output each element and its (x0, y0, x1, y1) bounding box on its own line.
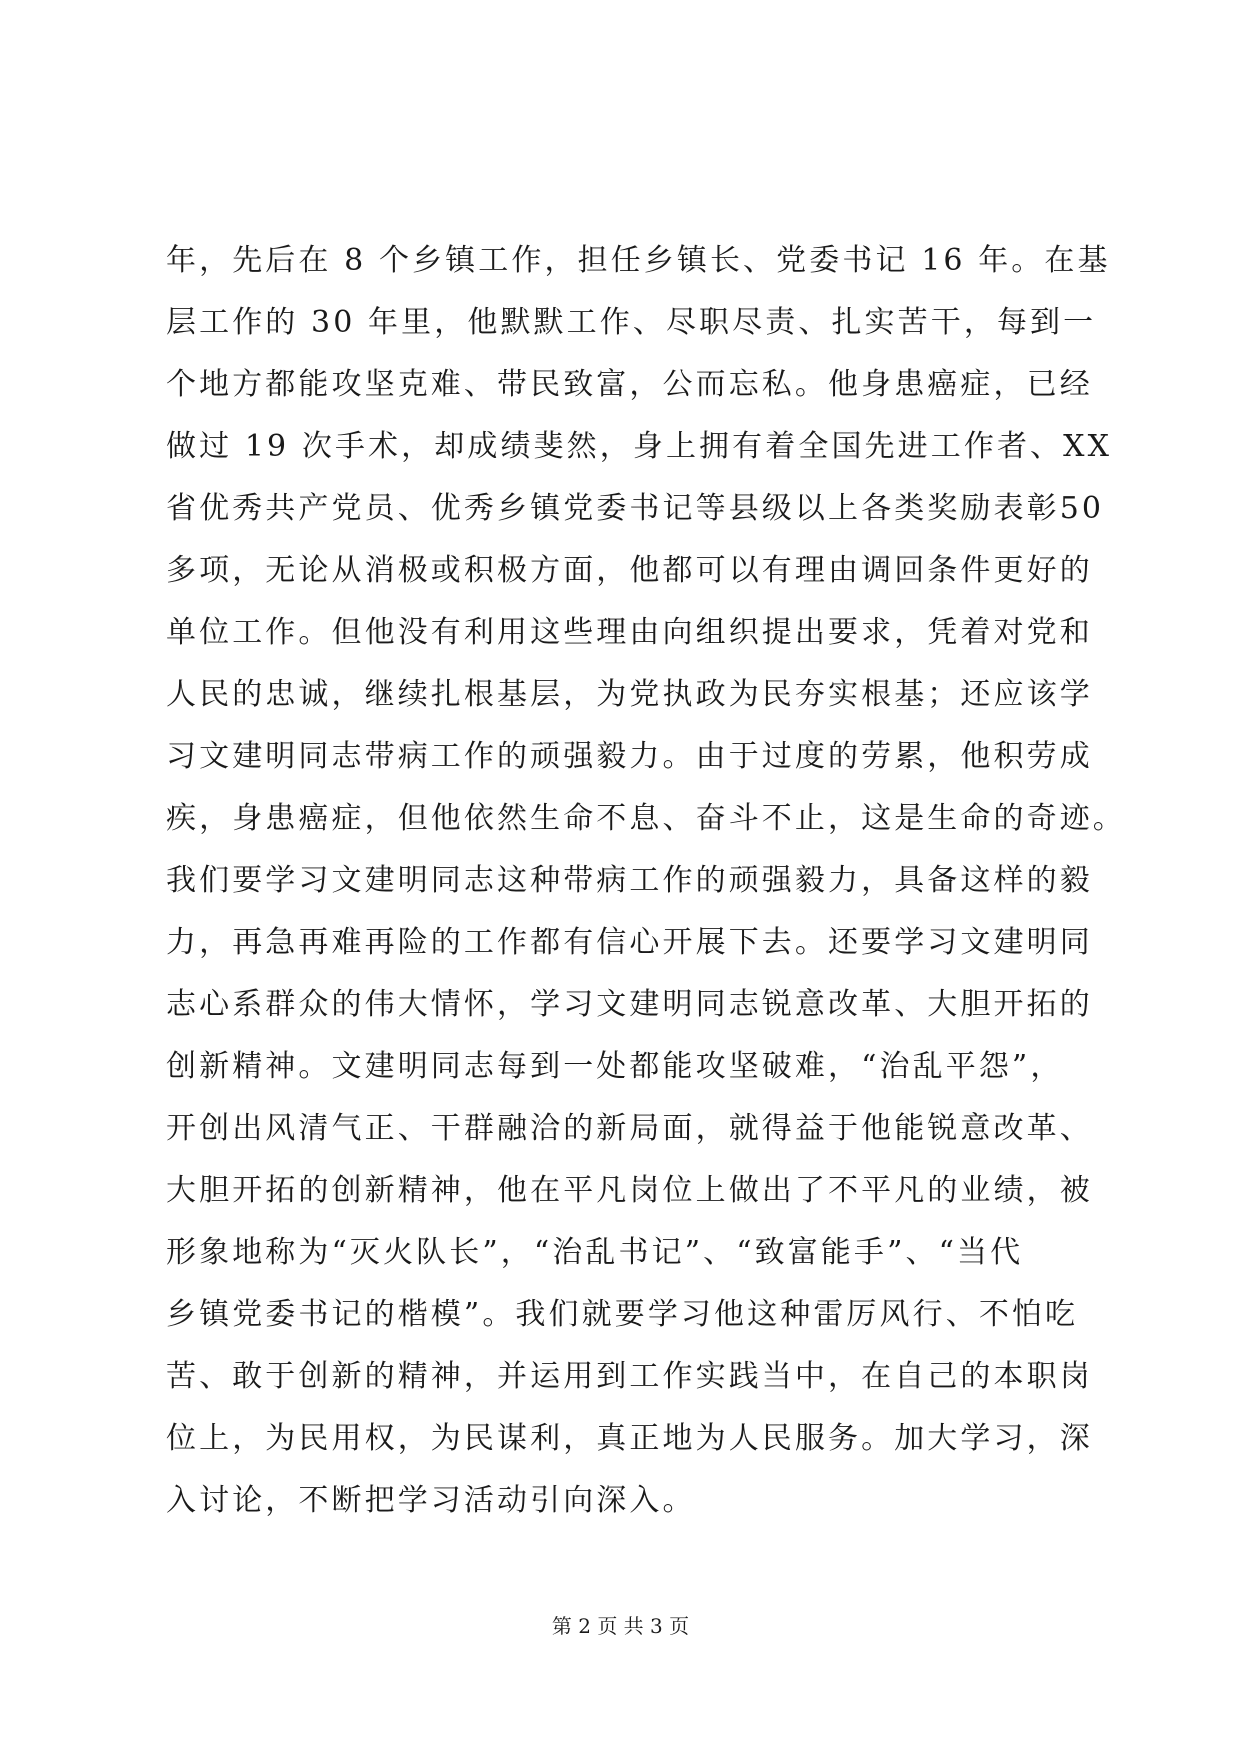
body-paragraph (166, 230, 1126, 1532)
text-line: 疾，身患癌症，但他依然生命不息、奋斗不止，这是生命的奇迹。 (166, 801, 1126, 836)
text-line: 位上，为民用权，为民谋利，真正地为人民服务。加大学习，深 (166, 1421, 1093, 1456)
text-line: 多项，无论从消极或积极方面，他都可以有理由调回条件更好的 (166, 553, 1093, 588)
text-line: 省优秀共产党员、优秀乡镇党委书记等县级以上各类奖励表彰50 (166, 491, 1105, 526)
text-line: 习文建明同志带病工作的顽强毅力。由于过度的劳累，他积劳成 (166, 739, 1093, 774)
text-line: 单位工作。但他没有利用这些理由向组织提出要求，凭着对党和 (166, 615, 1093, 650)
text-line: 志心系群众的伟大情怀，学习文建明同志锐意改革、大胆开拓的 (166, 987, 1093, 1022)
text-line: 层工作的 30 年里，他默默工作、尽职尽责、扎实苦干，每到一 (166, 305, 1097, 340)
page-number-footer: 第 2 页 共 3 页 (551, 1614, 690, 1638)
text-line: 入讨论，不断把学习活动引向深入。 (166, 1483, 696, 1518)
text-line: 我们要学习文建明同志这种带病工作的顽强毅力，具备这样的毅 (166, 863, 1093, 898)
text-line: 个地方都能攻坚克难、带民致富，公而忘私。他身患癌症，已经 (166, 367, 1093, 402)
text-line: 创新精神。文建明同志每到一处都能攻坚破难，“治乱平怨”， (166, 1049, 1064, 1084)
text-line: 大胆开拓的创新精神，他在平凡岗位上做出了不平凡的业绩，被 (166, 1173, 1093, 1208)
text-line: 形象地称为“灭火队长”，“治乱书记”、“致富能手”、“当代 (166, 1235, 1024, 1270)
text-line: 开创出风清气正、干群融洽的新局面，就得益于他能锐意改革、 (166, 1111, 1093, 1146)
text-line: 苦、敢于创新的精神，并运用到工作实践当中，在自己的本职岗 (166, 1359, 1093, 1394)
text-line: 人民的忠诚，继续扎根基层，为党执政为民夯实根基；还应该学 (166, 677, 1093, 712)
text-line: 年，先后在 8 个乡镇工作，担任乡镇长、党委书记 16 年。在基 (166, 243, 1111, 278)
text-line: 做过 19 次手术，却成绩斐然，身上拥有着全国先进工作者、XX (166, 429, 1113, 464)
text-line: 力，再急再难再险的工作都有信心开展下去。还要学习文建明同 (166, 925, 1093, 960)
text-line: 乡镇党委书记的楷模”。我们就要学习他这种雷厉风行、不怕吃 (166, 1297, 1079, 1332)
